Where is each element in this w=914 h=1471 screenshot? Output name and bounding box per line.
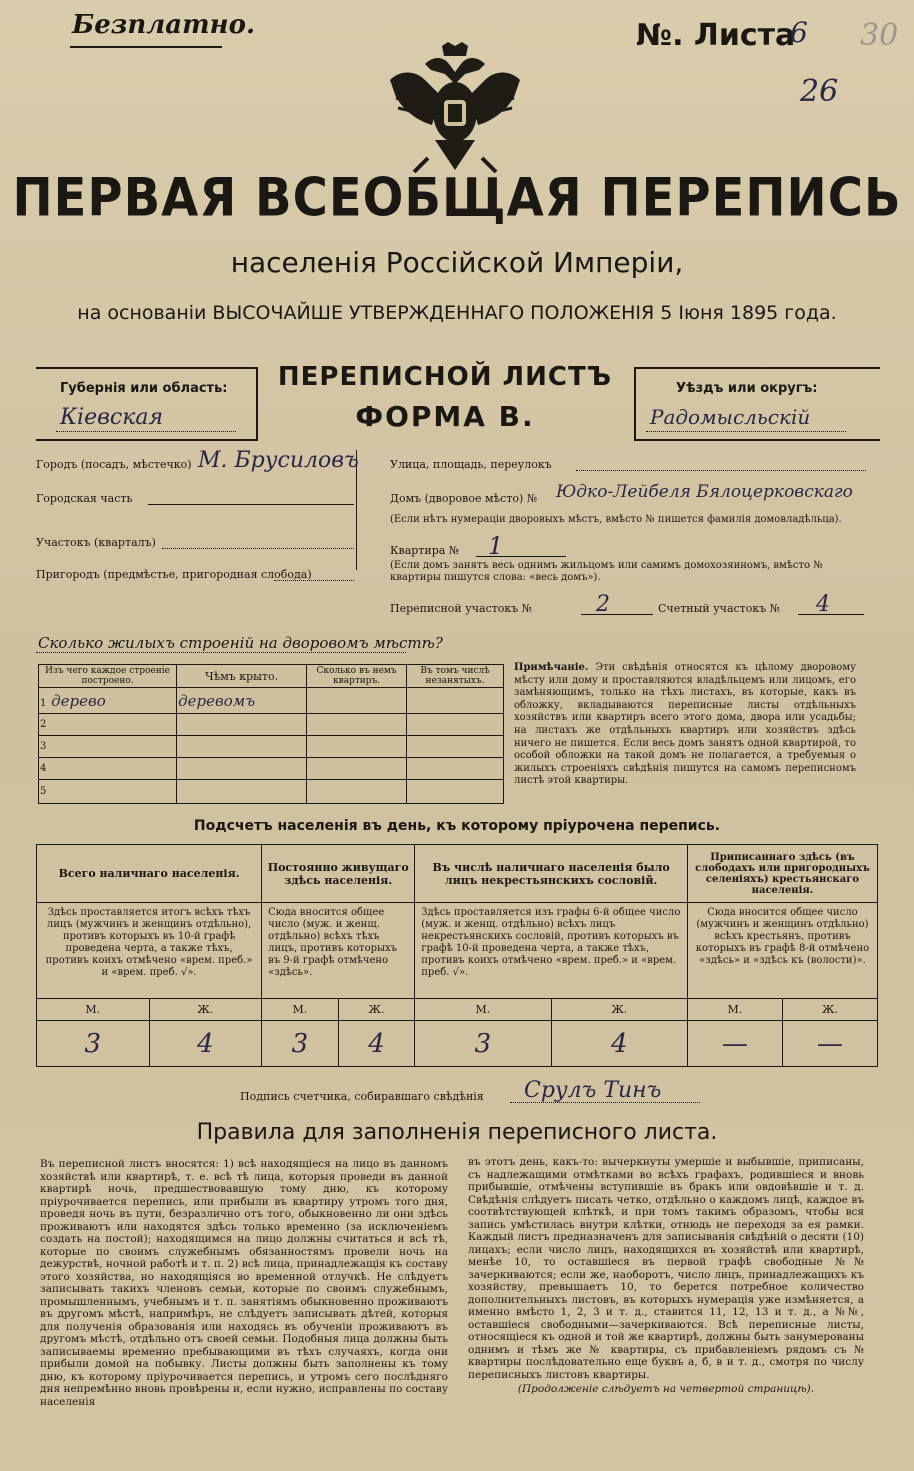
uezd-value: Радомысльскій	[650, 405, 811, 429]
rules-continued: (Продолженіе слѣдуетъ на четвертой страницѣ).	[517, 1383, 815, 1395]
signature-value: Срулъ Тинъ	[524, 1078, 662, 1103]
rules-right-column	[468, 1156, 864, 1396]
pop-head-permanent: Постоянно живущаго здѣсь населенія.	[262, 845, 415, 903]
count-section-value: 4	[816, 592, 830, 617]
pop-desc-nonpeasant: Здѣсь проставляется изъ графы 6-й общее число (муж. и женщ. отдѣльно) всѣхъ лицъ некрестьянскихъ сословій, противъ которыхъ въ графѣ 10-й проведена черта, а также тѣхъ, противъ коихъ отмѣчено «врем. преб.» и «врем. преб. √».	[415, 903, 688, 999]
signature-line	[510, 1102, 700, 1103]
m-label: М.	[262, 999, 339, 1021]
pop-head-peasant: Приписаннаго здѣсь (въ слободахъ или пригородныхъ селеніяхъ) крестьянскаго населенія.	[687, 845, 877, 903]
m-label: М.	[415, 999, 551, 1021]
note-title: Примѣчаніе.	[514, 662, 589, 673]
buildings-row	[39, 714, 504, 736]
permanent-male: 3	[262, 1021, 339, 1067]
house-value: Юдко-Лейбеля Бялоцерковскаго	[556, 482, 853, 502]
city-label: Городъ (посадъ, мѣстечко)	[36, 458, 192, 471]
pop-desc-permanent: Сюда вносится общее число (муж. и женщ. отдѣльно) всѣхъ тѣхъ лицъ, противъ которыхъ въ 9-й графѣ отмѣчено «здѣсь».	[262, 903, 415, 999]
count-section-label: Счетный участокъ №	[658, 602, 781, 615]
gubernia-value: Кіевская	[60, 405, 164, 430]
suburb-line	[274, 580, 354, 581]
buildings-note	[514, 662, 856, 788]
uezd-label: Уѣздъ или округъ:	[676, 381, 818, 396]
main-title: ПЕРВАЯ ВСЕОБЩАЯ ПЕРЕПИСЬ	[12, 167, 902, 229]
pop-head-total: Всего наличнаго населенія.	[37, 845, 262, 903]
sub-title: населенія Россійской Имперіи,	[230, 246, 684, 279]
sheet-number-archive: 26	[800, 74, 839, 109]
peasant-male: —	[687, 1021, 782, 1067]
uezd-box	[634, 367, 880, 441]
f-label: Ж.	[338, 999, 415, 1021]
city-value: М. Брусиловъ	[198, 448, 359, 473]
sheet-number-pencil: 30	[860, 18, 899, 53]
f-label: Ж.	[782, 999, 877, 1021]
census-section-value: 2	[596, 592, 610, 617]
count-section-line	[798, 614, 864, 615]
pop-desc-total: Здѣсь проставляется итогъ всѣхъ тѣхъ лицъ (мужчинъ и женщинъ отдѣльно), противъ которыхъ въ 10-й графѣ проведена черта, а также тѣхъ, противъ коихъ отмѣчено «врем. преб.» и «врем. преб. √».	[37, 903, 262, 999]
signature-label: Подпись счетчика, собиравшаго свѣдѣнія	[240, 1090, 484, 1103]
free-underline	[70, 46, 222, 48]
gubernia-line	[56, 431, 236, 432]
pop-head-nonpeasant: Въ числѣ наличнаго населенія было лицъ некрестьянскихъ сословій.	[415, 845, 688, 903]
street-line	[576, 470, 866, 471]
house-note: (Если нѣтъ нумераціи дворовыхъ мѣстъ, вмѣсто № пишется фамилія домовладѣльца).	[390, 514, 842, 525]
population-table	[36, 844, 878, 1067]
rules-right-text: въ этотъ день, какъ-то: вычеркнуты умершіе и выбывшіе, приписаны, съ надлежащими отмѣтками во всѣхъ графахъ, родившіеся и вновь прибывшіе, отмѣчены вступившіе въ бракъ или овдовѣвшіе и т. д. Свѣдѣнія слѣдуетъ писать четко, отдѣльно о каждомъ лицѣ, каждое въ соотвѣтствующей клѣткѣ, и при томъ такимъ образомъ, чтобы вся запись умѣстилась внутри клѣтки, отнюдь не переходя за ея рамки. Каждый листъ предназначенъ для записыванія свѣдѣній о десяти (10) лицахъ; если число лицъ, находящихся въ хозяйствѣ или квартирѣ, менѣе 10, то оставшіеся въ первой графѣ свободные №№ зачеркиваются; если же, наоборотъ, число лицъ, принадлежащихъ къ хозяйству, превышаетъ 10, то берется потребное количество дополнительныхъ листовъ, въ которыхъ нумерація уже измѣняется, а именно вмѣсто 1, 2, 3 и т. д., ставится 11, 12, 13 и т. д., а №№, оставшіеся свободными—зачеркиваются. Всѣ переписные листы, относящіеся къ одной и той же квартирѣ, должны быть занумерованы однимъ и тѣмъ же № квартиры, съ прибавленіемъ рядомъ съ № квартиры послѣдовательно еще буквъ а, б, в и т. д., смотря по числу переписныхъ листовъ квартиры.	[468, 1156, 864, 1381]
apartment-value: 1	[488, 532, 504, 560]
population-title: Подсчетъ населенія въ день, къ которому пріурочена перепись.	[193, 818, 721, 834]
buildings-question: Сколько жилыхъ строеній на дворовомъ мѣстѣ?	[38, 634, 443, 652]
total-female: 4	[149, 1021, 262, 1067]
apartment-line	[476, 556, 566, 557]
sheet-number-handwritten: 6	[790, 16, 808, 49]
gubernia-box	[36, 367, 258, 441]
buildings-row	[39, 780, 504, 804]
note-text: Эти свѣдѣнія относятся къ цѣлому дворовому мѣсту или дому и проставляются владѣльцемъ или лицомъ, его замѣняющимъ, только на тѣхъ листахъ, въ которые, какъ въ обложку, вкладываются переписные листы отдѣльныхъ хозяйствъ или квартиръ всего этого дома, двора или усадьбы; на листахъ же отдѣльныхъ квартиръ или хозяйствъ здѣсь ничего не пишется. Если весь домъ занятъ одной квартирой, то особой обложки на такой домъ не полагается, а требуемыя о жилыхъ строеніяхъ свѣдѣнія пишутся на самомъ переписномъ листѣ этой квартиры.	[514, 662, 856, 787]
row-number: 1	[40, 697, 47, 709]
census-section-line	[581, 614, 653, 615]
form-heading: ПЕРЕПИСНОЙ ЛИСТЪ	[277, 362, 613, 392]
uezd-line	[646, 431, 846, 432]
suburb-label: Пригородъ (предмѣстье, пригородная слобода)	[36, 568, 312, 581]
row-number: 3	[39, 736, 177, 758]
city-part-line	[148, 504, 354, 505]
total-male: 3	[37, 1021, 150, 1067]
buildings-table	[38, 664, 504, 804]
f-label: Ж.	[551, 999, 687, 1021]
address-section	[36, 450, 878, 620]
m-label: М.	[37, 999, 150, 1021]
census-section-label: Переписной участокъ №	[390, 602, 533, 615]
gubernia-label: Губернія или область:	[60, 381, 228, 396]
rules-title: Правила для заполненія переписного листа.	[196, 1120, 718, 1145]
buildings-header-vacant: Въ томъ числѣ незанятыхъ.	[407, 665, 504, 688]
building-material: дерево	[51, 691, 106, 710]
imperial-eagle-icon	[380, 40, 530, 180]
rules-left-column: Въ переписной листъ вносятся: 1) всѣ находящіеся на лицо въ данномъ хозяйствѣ или квартирѣ, т. е. всѣ тѣ лица, которыя проведи въ данной квартирѣ ночь, предшествовавшую тому дню, къ которому пріурочивается перепись, или прибыли въ квартиру утромъ того дня, проведя ночь въ пути, безразлично отъ того, обыкновенно ли они здѣсь проживаютъ или находятся здѣсь только временно (за исключеніемъ создать на постой); находящимся на лицо должны считаться и всѣ тѣ, которые по своимъ служебнымъ обязанностямъ провели ночь на дежурствѣ, ночной работѣ и т. п. 2) всѣ лица, принадлежащія къ составу этого хозяйства, но находящіяся во временной отлучкѣ. Не слѣдуетъ записывать такихъ членовъ семьи, которые по своимъ служебнымъ, промышленнымъ, учебнымъ и т. п. занятіямъ обыкновенно проживаютъ въ другомъ мѣстѣ, напримѣръ, не слѣдуетъ записывать дѣтей, которыя для полученія образованія или находясь въ обученіи проживаютъ въ другомъ мѣстѣ, отдѣльно отъ своей семьи. Подобныя лица должны быть записываемы временно пребывающими въ тѣхъ случаяхъ, когда они прибыли домой на побывку. Листы должны быть заполнены къ тому дню, къ которому пріурочивается перепись, и утромъ сего послѣдняго дня непремѣнно вновь провѣрены и, если нужно, исправлены по составу населенія	[40, 1158, 448, 1408]
district-line	[162, 548, 354, 549]
peasant-female: —	[782, 1021, 877, 1067]
nonpeasant-male: 3	[415, 1021, 551, 1067]
form-subheading: ФОРМА В.	[355, 400, 535, 433]
row-number: 4	[39, 758, 177, 780]
pop-desc-peasant: Сюда вносится общее число (мужчинъ и женщинъ отдѣльно) всѣхъ крестьянъ, противъ которыхъ въ графѣ 8-й отмѣчено «здѣсь» и «здѣсь къ (волости)».	[687, 903, 877, 999]
city-part-label: Городская часть	[36, 492, 133, 505]
sheet-number-label: №. Листа	[636, 18, 796, 53]
f-label: Ж.	[149, 999, 262, 1021]
buildings-row	[39, 758, 504, 780]
buildings-header-material: Изъ чего каждое строеніе построено.	[39, 665, 177, 688]
buildings-row	[39, 736, 504, 758]
buildings-header-roof: Чѣмъ крыто.	[177, 665, 307, 688]
building-roof: деревомъ	[177, 688, 307, 714]
district-label: Участокъ (кварталъ)	[36, 536, 156, 549]
row-number: 5	[39, 780, 177, 804]
house-label: Домъ (дворовое мѣсто) №	[390, 492, 538, 505]
basis-title: на основаніи ВЫСОЧАЙШЕ УТВЕРЖДЕННАГО ПОЛОЖЕНІЯ 5 Іюня 1895 года.	[77, 302, 837, 324]
buildings-question-line	[36, 652, 406, 653]
apartment-label: Квартира №	[390, 544, 460, 557]
apartment-note: (Если домъ занятъ весь однимъ жильцомъ или самимъ домохозяиномъ, вмѣсто № квартиры пишутся слова: «весь домъ»).	[390, 560, 823, 583]
permanent-female: 4	[338, 1021, 415, 1067]
buildings-row	[39, 688, 504, 714]
free-label: Безплатно.	[72, 10, 255, 40]
row-number: 2	[39, 714, 177, 736]
m-label: М.	[687, 999, 782, 1021]
nonpeasant-female: 4	[551, 1021, 687, 1067]
street-label: Улица, площадь, переулокъ	[390, 458, 552, 471]
buildings-header-apartments: Сколько въ немъ квартиръ.	[307, 665, 407, 688]
